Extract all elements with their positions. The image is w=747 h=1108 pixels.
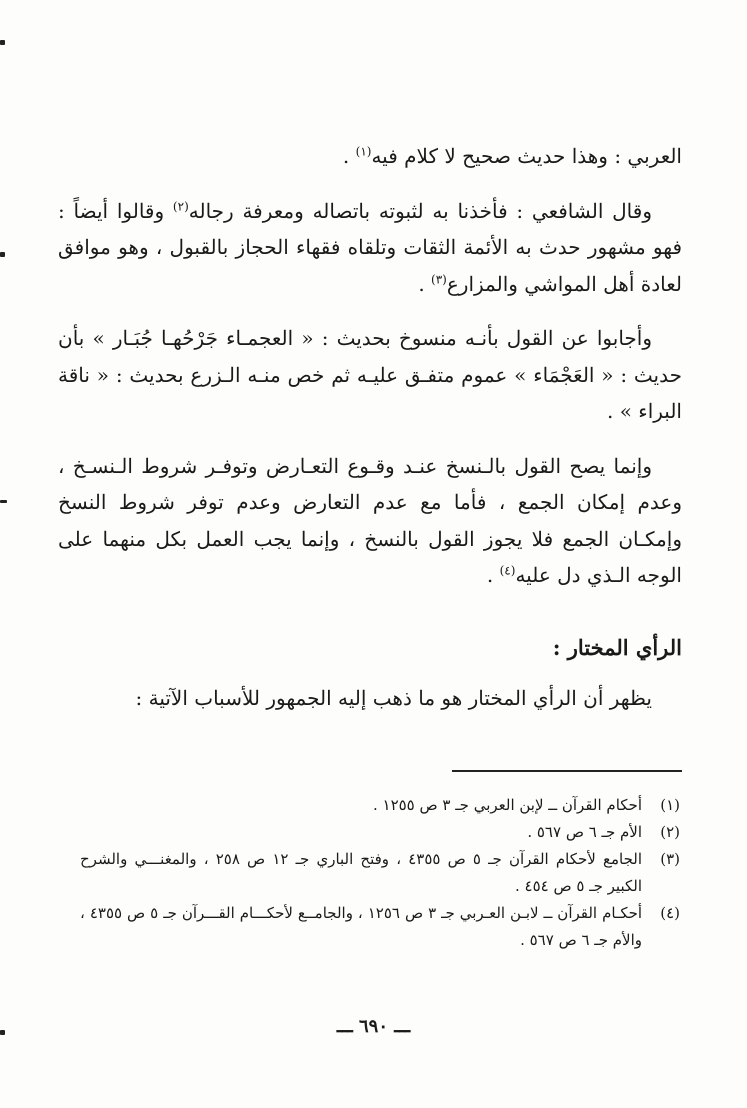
margin-mark [0, 252, 5, 257]
paragraph-1: العربي : وهذا حديث صحيح لا كلام فيه$^{(١)}$ . [342, 144, 682, 168]
margin-mark [0, 500, 7, 503]
footnote-1: (١) أحكام القرآن ــ لإبن العربي جـ ٣ ص ١٢٥٥ . [372, 796, 680, 814]
footnotes [80, 792, 680, 954]
paragraph-2: وقال الشافعي : فأخذنا به لثبوته باتصاله ومعرفة رجاله$^{(٢)}$ وقالوا أيضاً : فهو مشهور حدث به الأئمة الثقات وتلقاه فقهاء الحجاز بالقبول ، وهو موافق لعادة أهل المواشي والمزارع$^{(٣)}$ . [58, 198, 682, 296]
footnote-ref: (٤) [499, 563, 516, 578]
footnote-ref: (٢) [172, 198, 189, 213]
footnote-3: (٣) الجامع لأحكام القرآن جـ ٥ ص ٤٣٥٥ ، وفتح الباري جـ ١٢ ص ٢٥٨ ، والمغنـــي والشرح الكبير جـ ٥ ص ٤٥٤ . [80, 850, 680, 895]
footnote-4: (٤) أحكـام القرآن ــ لابـن العـربي جـ ٣ ص ١٢٥٦ ، والجامــع لأحكـــام القـــرآن جـ ٥ ص ٤٣٥٥ ، والأم جـ ٦ ص ٥٦٧ . [80, 904, 680, 949]
margin-mark [0, 40, 5, 45]
paragraph-4: وإنما يصح القول بالـنسخ عنـد وقـوع التعـارض وتوفـر شروط الـنسـخ ، وعدم إمكان الجمع ، فأما مع عدم التعارض وعدم توفر شروط النسخ وإمكـان الجمع فلا يجوز القول بالنسخ ، وإنما يجب العمل بكل منهما على الوجه الـذي دل عليه$^{(٤)}$ . [58, 453, 682, 587]
footnote-divider [452, 770, 682, 772]
paragraph-3: وأجابوا عن القول بأنـه منسوخ بحديث : « العجمـاء جَرْحُهـا جُبَـار » بأن حديث : « العَجْمَاء » عموم متفـق عليـه ثم خص منـه الـزرع بحديث : « ناقة البراء » . [58, 326, 682, 423]
lead-sentence: يظهر أن الرأي المختار هو ما ذهب إليه الجمهور للأسباب الآتية : [135, 685, 652, 710]
footnote-ref: (٣) [431, 271, 447, 286]
section-heading: الرأي المختار : [552, 634, 682, 660]
footnote-ref: (١) [355, 144, 372, 159]
page-number: ـــ ٦٩٠ ـــ [336, 1016, 411, 1037]
footnote-2: (٢) الأم جـ ٦ ص ٥٦٧ . [527, 823, 680, 841]
page-body [58, 138, 682, 716]
